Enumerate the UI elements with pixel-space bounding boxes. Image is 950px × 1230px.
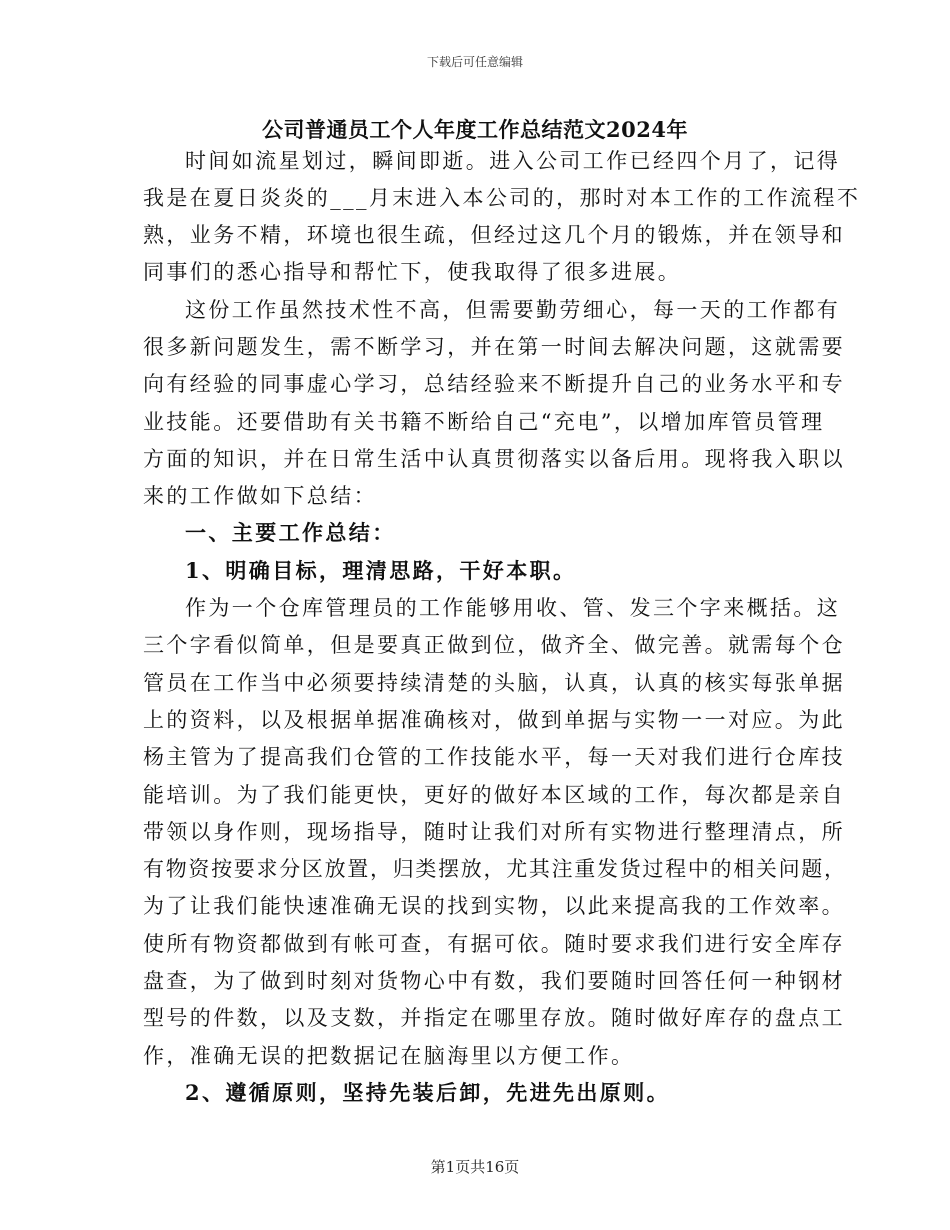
body-line: 三个字看似简单，但是要真正做到位，做齐全、做完善。就需每个仓 <box>143 633 845 657</box>
body-line: 作，准确无误的把数据记在脑海里以方便工作。 <box>143 1044 635 1068</box>
body-line: 盘查，为了做到时刻对货物心中有数，我们要随时回答任何一种钢材 <box>143 969 845 993</box>
body-line: 方面的知识，并在日常生活中认真贯彻落实以备后用。现将我入职以 <box>143 447 845 471</box>
body-line: 向有经验的同事虚心学习，总结经验来不断提升自己的业务水平和专 <box>143 372 845 396</box>
body-line: 型号的件数，以及支数，并指定在哪里存放。随时做好库存的盘点工 <box>143 1006 845 1030</box>
body-line: 熟，业务不精，环境也很生疏，但经过这几个月的锻炼，并在领导和 <box>143 223 845 247</box>
body-line: 带领以身作则，现场指导，随时让我们对所有实物进行整理清点，所 <box>143 820 845 844</box>
body-line: 业技能。还要借助有关书籍不断给自己“充电”，以增加库管员管理 <box>143 410 825 434</box>
header-note: 下载后可任意编辑 <box>426 55 523 69</box>
document-title: 公司普通员工个人年度工作总结范文2024年 <box>262 117 688 142</box>
body-line: 能培训。为了我们能更快，更好的做好本区域的工作，每次都是亲自 <box>143 783 845 807</box>
body-line: 管员在工作当中必须要持续清楚的头脑，认真，认真的核实每张单据 <box>143 671 845 695</box>
body-line: 我是在夏日炎炎的___月末进入本公司的，那时对本工作的工作流程不 <box>143 186 861 210</box>
body-line: 这份工作虽然技术性不高，但需要勤劳细心，每一天的工作都有 <box>185 298 841 322</box>
section-heading: 一、主要工作总结： <box>185 520 396 545</box>
body-line: 很多新问题发生，需不断学习，并在第一时间去解决问题，这就需要 <box>143 335 845 359</box>
body-line: 来的工作做如下总结： <box>143 484 377 508</box>
body-line: 使所有物资都做到有帐可查，有据可依。随时要求我们进行安全库存 <box>143 932 845 956</box>
body-line: 同事们的悉心指导和帮忙下，使我取得了很多进展。 <box>143 260 682 284</box>
subsection-heading: 1、明确目标，理清思路，干好本职。 <box>185 558 577 583</box>
body-line: 杨主管为了提高我们仓管的工作技能水平，每一天对我们进行仓库技 <box>143 745 845 769</box>
body-line: 上的资料，以及根据单据准确核对，做到单据与实物一一对应。为此 <box>143 708 845 732</box>
body-line: 有物资按要求分区放置，归类摆放，尤其注重发货过程中的相关问题， <box>143 857 847 881</box>
body-line: 作为一个仓库管理员的工作能够用收、管、发三个字来概括。这 <box>185 596 841 620</box>
body-line: 时间如流星划过，瞬间即逝。进入公司工作已经四个月了，记得 <box>185 149 841 173</box>
body-line: 为了让我们能快速准确无误的找到实物，以此来提高我的工作效率。 <box>143 894 845 918</box>
page-number-footer: 第1页共16页 <box>430 1158 520 1176</box>
subsection-heading: 2、遵循原则，坚持先装后卸，先进先出原则。 <box>185 1080 671 1105</box>
